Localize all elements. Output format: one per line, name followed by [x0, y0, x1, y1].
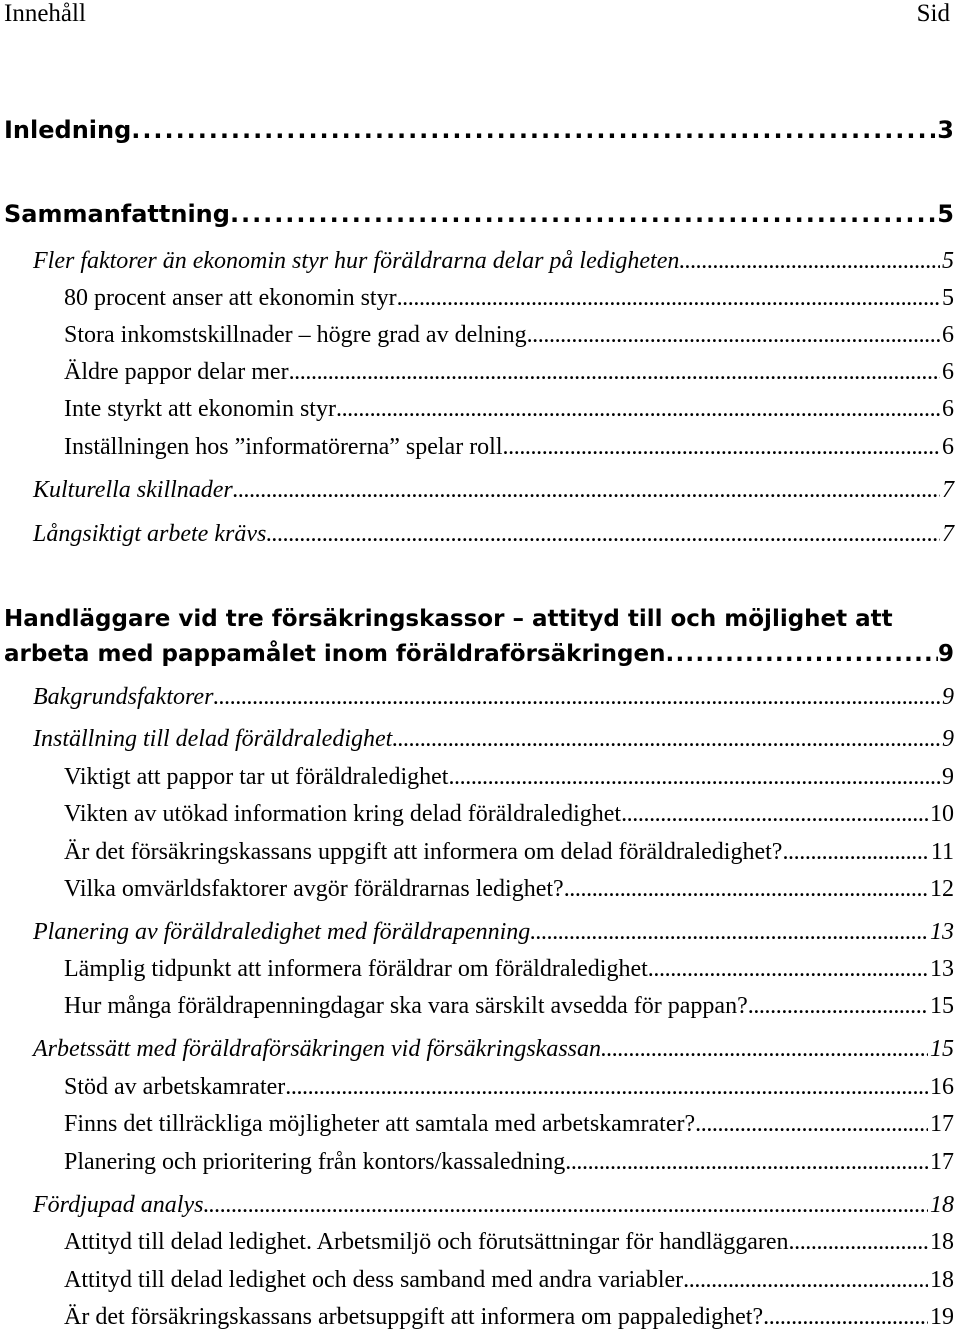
toc-entry[interactable] — [0, 993, 954, 1020]
toc-entry[interactable] — [0, 396, 954, 423]
toc-entry[interactable] — [0, 1074, 954, 1101]
toc-entry-label: Attityd till delad ledighet. Arbetsmiljö och förutsättningar för handläggaren — [64, 1229, 789, 1255]
toc-entry-label: Finns det tillräckliga möjligheter att samtala med arbetskamrater? — [64, 1111, 696, 1137]
toc-entry[interactable] — [0, 839, 954, 866]
toc-entry-label: Är det försäkringskassans uppgift att informera om delad föräldraledighet? — [64, 839, 783, 865]
toc-entry-label: Inledning — [4, 116, 132, 144]
page-column-heading: Sid — [916, 0, 950, 27]
toc-entry-label: Planering av föräldraledighet med föräldrapenning — [33, 919, 531, 945]
toc-entry[interactable] — [0, 956, 954, 983]
dot-leader — [213, 684, 940, 711]
toc-entry[interactable] — [0, 919, 954, 946]
toc-entry-line — [4, 637, 954, 672]
toc-entry-page: 7 — [942, 521, 954, 547]
toc-entry-label: Arbetssätt med föräldraförsäkringen vid försäkringskassan — [33, 1036, 601, 1062]
toc-entry-label: Fler faktorer än ekonomin styr hur föräldrarna delar på ledigheten — [33, 248, 680, 274]
toc-entry[interactable] — [0, 322, 954, 349]
toc-entry-label: Stora inkomstskillnader – högre grad av delning — [64, 322, 527, 348]
toc-entry-page: 6 — [942, 396, 954, 422]
toc-entry[interactable] — [0, 477, 954, 504]
toc-entry[interactable] — [0, 521, 954, 548]
toc-entry-page: 5 — [937, 200, 954, 228]
dot-leader — [203, 1192, 928, 1219]
toc-entry-label: Lämplig tidpunkt att informera föräldrar om föräldraledighet — [64, 956, 648, 982]
toc-entry[interactable] — [0, 876, 954, 903]
toc-entry-label: arbeta med pappamålet inom föräldraförsäkringen — [4, 641, 666, 667]
dot-leader — [666, 637, 938, 672]
dot-leader — [748, 993, 928, 1020]
toc-entry-page: 15 — [930, 1036, 954, 1062]
dot-leader — [230, 200, 935, 228]
toc-entry-label: 80 procent anser att ekonomin styr — [64, 285, 397, 311]
toc-entry[interactable] — [0, 1304, 954, 1331]
toc-entry-label: Inställningen hos ”informatörerna” spelar roll — [64, 434, 503, 460]
toc-entry-page: 9 — [942, 764, 954, 790]
dot-leader — [233, 477, 940, 504]
toc-entry-label: Bakgrundsfaktorer — [33, 684, 214, 710]
dot-leader — [336, 396, 940, 423]
dot-leader — [679, 248, 940, 275]
toc-entry-page: 3 — [937, 116, 954, 144]
toc-entry-multiline[interactable] — [4, 602, 954, 672]
toc-entry-label: Inte styrkt att ekonomin styr — [64, 396, 336, 422]
dot-leader — [564, 876, 928, 903]
toc-entry[interactable] — [0, 684, 954, 711]
dot-leader — [565, 1149, 928, 1176]
toc-entry-label: Vilka omvärldsfaktorer avgör föräldrarnas ledighet? — [64, 876, 564, 902]
toc-entry-page: 18 — [930, 1229, 954, 1255]
dot-leader — [527, 322, 940, 349]
toc-entry-label: Attityd till delad ledighet och dess samband med andra variabler — [64, 1267, 684, 1293]
toc-entry-page: 17 — [930, 1111, 954, 1137]
toc-entry-label: Handläggare vid tre försäkringskassor – attityd till och möjlighet att — [4, 606, 893, 632]
toc-entry-page: 15 — [930, 993, 954, 1019]
dot-leader — [285, 1074, 928, 1101]
toc-entry-page: 13 — [930, 919, 954, 945]
toc-entry-page: 6 — [942, 322, 954, 348]
toc-entry-label: Sammanfattning — [4, 200, 230, 228]
toc-entry-page: 16 — [930, 1074, 954, 1100]
toc-entry-label: Långsiktigt arbete krävs — [33, 521, 267, 547]
toc-entry-page: 7 — [942, 477, 954, 503]
toc-entry-label: Är det försäkringskassans arbetsuppgift att informera om pappaledighet? — [64, 1304, 764, 1330]
toc-entry-page: 9 — [942, 726, 954, 752]
dot-leader — [782, 839, 928, 866]
toc-entry[interactable] — [0, 801, 954, 828]
dot-leader — [266, 521, 940, 548]
toc-entry-page: 19 — [930, 1304, 954, 1330]
toc-entry-page: 17 — [930, 1149, 954, 1175]
toc-entry-page: 6 — [942, 359, 954, 385]
dot-leader — [695, 1111, 928, 1138]
toc-entry[interactable] — [0, 1267, 954, 1294]
dot-leader — [789, 1229, 929, 1256]
toc-entry-page: 5 — [942, 285, 954, 311]
toc-entry[interactable] — [0, 359, 954, 386]
dot-leader — [763, 1304, 928, 1331]
toc-entry[interactable] — [4, 116, 954, 144]
toc-entry[interactable] — [0, 726, 954, 753]
dot-leader — [289, 359, 940, 386]
toc-entry-page: 18 — [930, 1267, 954, 1293]
toc-entry[interactable] — [0, 434, 954, 461]
dot-leader — [601, 1036, 928, 1063]
toc-heading: Innehåll — [4, 0, 86, 27]
toc-entry-label: Äldre pappor delar mer — [64, 359, 289, 385]
dot-leader — [621, 801, 928, 828]
dot-leader — [683, 1267, 928, 1294]
toc-entry-page: 11 — [930, 839, 954, 865]
toc-entry-page: 10 — [930, 801, 954, 827]
toc-entry-label: Fördjupad analys — [33, 1192, 204, 1218]
toc-entry-label: Stöd av arbetskamrater — [64, 1074, 286, 1100]
toc-entry-page: 13 — [930, 956, 954, 982]
toc-entry-label: Kulturella skillnader — [33, 477, 233, 503]
toc-entry[interactable] — [0, 248, 954, 275]
dot-leader — [648, 956, 928, 983]
toc-entry[interactable] — [0, 1036, 954, 1063]
toc-entry-label: Viktigt att pappor tar ut föräldraledighet — [64, 764, 449, 790]
toc-entry[interactable] — [0, 1149, 954, 1176]
toc-entry-label: Inställning till delad föräldraledighet — [33, 726, 393, 752]
toc-entry-page: 18 — [930, 1192, 954, 1218]
toc-entry-label: Vikten av utökad information kring delad föräldraledighet — [64, 801, 622, 827]
toc-entry[interactable] — [0, 764, 954, 791]
toc-entry[interactable] — [0, 1229, 954, 1256]
toc-entry-page: 9 — [937, 641, 954, 667]
dot-leader — [392, 726, 940, 753]
toc-entry[interactable] — [0, 285, 954, 312]
toc-entry[interactable] — [4, 200, 954, 228]
toc-entry-label: Planering och prioritering från kontors/kassaledning — [64, 1149, 566, 1175]
toc-entry-page: 9 — [942, 684, 954, 710]
toc-entry-line — [4, 602, 954, 637]
dot-leader — [530, 919, 928, 946]
dot-leader — [448, 764, 940, 791]
toc-entry-page: 5 — [942, 248, 954, 274]
toc-entry-label: Hur många föräldrapenningdagar ska vara särskilt avsedda för pappan? — [64, 993, 748, 1019]
dot-leader — [397, 285, 940, 312]
toc-entry[interactable] — [0, 1111, 954, 1138]
dot-leader — [131, 116, 935, 144]
toc-entry-page: 6 — [942, 434, 954, 460]
toc-entry-page: 12 — [930, 876, 954, 902]
dot-leader — [503, 434, 940, 461]
toc-entry[interactable] — [0, 1192, 954, 1219]
